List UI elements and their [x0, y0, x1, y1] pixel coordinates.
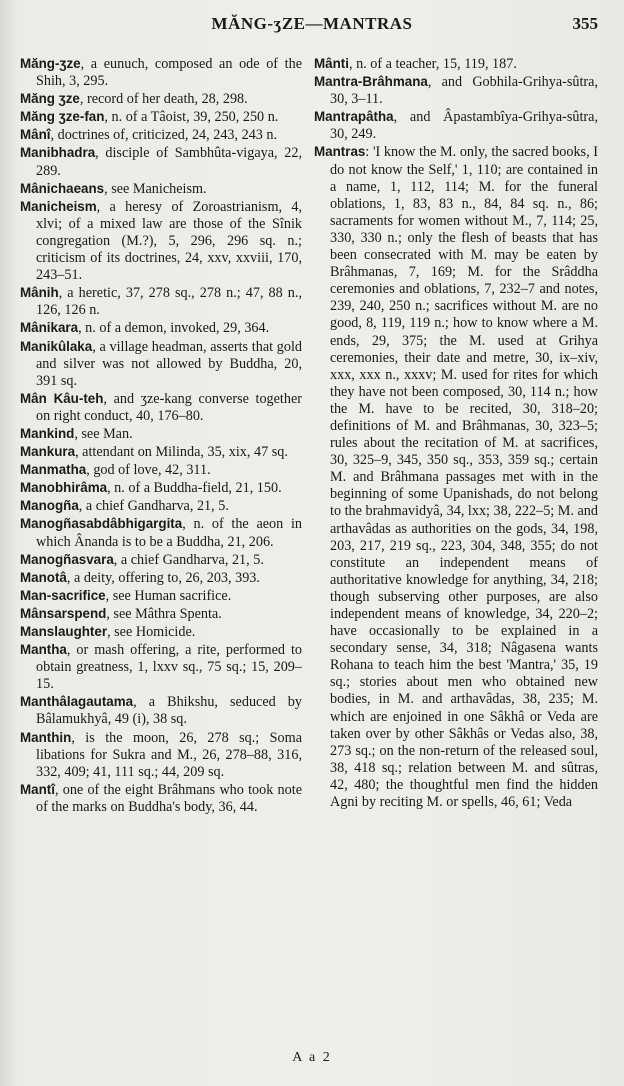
entry-headword: Mantha: [20, 642, 67, 658]
entry-text: , a chief Gandharva, 21, 5.: [78, 498, 229, 515]
entry-text: , or mash offering, a rite, performed to obtain greatness, 1, lxxv sq., 75 sq.; 15, 209–15.: [36, 642, 302, 693]
entry-text: , see Mâthra Spenta.: [106, 605, 222, 622]
index-entry: [20, 515, 302, 550]
running-head: MĂNG-ʒZE—MANTRAS: [211, 14, 413, 33]
entry-text: , n. of a demon, invoked, 29, 364.: [78, 320, 270, 337]
index-entry: [20, 569, 302, 587]
entry-headword: Mankind: [20, 425, 75, 441]
entry-text: , a eunuch, composed an ode of the Shih, 3, 295.: [36, 56, 302, 90]
entry-text: , a deity, offering to, 26, 203, 393.: [66, 569, 260, 586]
entry-headword: Manibhadra: [20, 145, 96, 161]
entry-headword: Mânih: [20, 285, 59, 301]
index-entry: [20, 180, 302, 198]
entry-text: , a chief Gandharva, 21, 5.: [113, 551, 264, 568]
index-entry: [20, 390, 302, 425]
index-entry: [20, 729, 302, 781]
page-header: [0, 14, 624, 42]
index-entry: [20, 319, 302, 337]
entry-text: , a heretic, 37, 278 sq., 278 n.; 47, 88 n., 126, 126 n.: [36, 285, 302, 319]
entry-text: , n. of a teacher, 15, 119, 187.: [348, 56, 517, 72]
index-entry: [314, 143, 598, 811]
index-column-left: [20, 55, 302, 816]
entry-headword: Mânsarspend: [20, 605, 107, 621]
entry-headword: Man-sacrifice: [20, 587, 106, 603]
entry-headword: Mantra-Brâhmana: [314, 74, 428, 90]
index-entry: [20, 479, 302, 497]
index-entry: [314, 108, 598, 143]
index-entry: [20, 284, 302, 319]
entry-text: , a Bhikshu, seduced by Bâlamukhyâ, 49 (i), 38 sq.: [36, 694, 302, 728]
index-entry: [20, 90, 302, 108]
index-entry: [314, 73, 598, 108]
entry-headword: Mânikara: [20, 320, 79, 336]
index-entry: [20, 497, 302, 515]
index-entry: [20, 693, 302, 728]
signature-mark: A a 2: [292, 1050, 332, 1065]
entry-text: , record of her death, 28, 298.: [79, 91, 248, 108]
index-entry: [20, 605, 302, 623]
entry-text: , a village headman, asserts that gold and silver was not allowed by Buddha, 20, 391 sq.: [36, 338, 302, 389]
entry-headword: Manthâlagautama: [20, 694, 134, 710]
entry-text: , and ʒze-kang converse together on right conduct, 40, 176–80.: [36, 390, 302, 424]
entry-headword: Manotâ: [20, 569, 67, 585]
entry-headword: Mantrapâtha: [314, 109, 394, 125]
index-entry: [20, 425, 302, 443]
entry-headword: Manicheism: [20, 198, 97, 214]
entry-headword: Măng ʒze: [20, 91, 80, 107]
index-entry: [20, 443, 302, 461]
index-entry: [20, 587, 302, 605]
index-entry: [20, 108, 302, 126]
entry-headword: Măng-ʒze: [20, 56, 81, 71]
entry-text: , see Homicide.: [107, 624, 196, 640]
index-entry: [20, 338, 302, 390]
index-entry: [20, 551, 302, 569]
index-column-right: [314, 55, 598, 811]
index-entry: [20, 144, 302, 179]
entry-headword: Mantras: [314, 144, 366, 160]
entry-text: , attendant on Milinda, 35, xix, 47 sq.: [75, 444, 288, 461]
entry-headword: Manogñasvara: [20, 551, 114, 567]
entry-text: , see Manicheism.: [104, 180, 207, 197]
entry-text: , doctrines of, criticized, 24, 243, 243 n.: [50, 127, 278, 144]
entry-headword: Manmatha: [20, 462, 87, 478]
entry-text: , and Gobhila-Grihya-sûtra, 30, 3–11.: [330, 74, 598, 108]
entry-headword: Manogña: [20, 498, 79, 514]
entry-text: , one of the eight Brâhmans who took note of the marks on Buddha's body, 36, 44.: [36, 781, 302, 815]
entry-headword: Mânî: [20, 127, 51, 143]
index-entry: [20, 461, 302, 479]
entry-headword: Mân Kâu-teh: [20, 390, 104, 406]
index-entry: [20, 781, 302, 816]
index-entry: [20, 623, 302, 641]
entry-text: , a heresy of Zoroastrianism, 4, xlvi; of a mixed law are those of the Sînik congregation (M.?), 5, 296, 296 sq. n.; criticism of its doctrines, 24, xxv, xxviii, 170, 243–51.: [36, 198, 302, 284]
index-entry: [314, 55, 598, 73]
entry-text: , see Man.: [74, 425, 133, 442]
entry-headword: Manthin: [20, 729, 72, 745]
entry-text: , n. of a Tâoist, 39, 250, 250 n.: [104, 109, 279, 126]
entry-headword: Mantî: [20, 781, 55, 797]
entry-headword: Manslaughter: [20, 624, 108, 639]
page-number: 355: [572, 14, 598, 33]
entry-text: , n. of the aeon in which Ânanda is to be a Buddha, 21, 206.: [36, 516, 302, 550]
entry-text: : 'I know the M. only, the sacred books, I do not know the Self,' 1, 110; are contained in a name, 1, 112, 114; M. for the funeral oblations, 1, 83, 83 n., 84, 84 sq. n., 86; sacraments for women without M., 7, 114; 25, 330, 330 n.; only the flesh of beasts that has been consecrated with M. may be eaten by Brâhmanas, 7, 169; M. for the Srâddha ceremonies and oblations, 7, 232–7 and notes, 239, 240, 250 n.; sacrifices without M. are no good, 8, 119, 119 n.; how to know where a M. ends, 29, 375; the M. used at Grihya ceremonies, their date and metre, 30, ix–xiv, xxx, xxx n., xxxv; M. used for rites for which they have not been composed, 30, 114 n.; how the M. have to be recited, 30, 318–20; definitions of M. and Brâhmanas, 30, 323–5; rules about the recitation of M. at sacrifices, 30, 325–9, 345, 350 sq., 353, 359 sq.; certain M. and Brâhmana passages met with in the beginning of some Upanishads, do not belong to the brahmavidyâ, 34, lxx; 38, 222–5; M. and arthavâdas as authorities on the gods, 34, 198, 203, 217, 219 sq., 223, 304, 348, 355; do not constitute an independent means of authoritative knowledge for anything, 34, 218; though subserving other purposes, are also independent means of knowledge, 34, 220–2; have occasionally to be explained in a secondary sense, 34, 318; Nâgasena wants Rohana to teach him the best 'Mantra,' 35, 19 sq.; stories about men who obtained new bodies, in M. and arthavâdas, 38, 235; M. which are enjoined in one Sâkhâ or Veda are taken over by other Sâkhâs or Vedas also, 38, 273 sq.; on the non-return of the released soul, 38, 418 sq.; relation between M. and sûtras, 42, 480; the thoughtful men find the hidden Agni by reciting M. or spells, 46, 61; Veda: [330, 144, 598, 811]
index-entry: [20, 126, 302, 144]
entry-headword: Mânti: [314, 56, 349, 71]
entry-headword: Mânichaeans: [20, 180, 105, 196]
entry-headword: Măng ʒze-fan: [20, 109, 105, 125]
entry-text: , and Âpastambîya-Grihya-sûtra, 30, 249.: [330, 109, 598, 143]
entry-text: , n. of a Buddha-field, 21, 150.: [107, 480, 282, 497]
entry-headword: Manobhirâma: [20, 480, 108, 496]
entry-text: , see Human sacrifice.: [105, 587, 232, 604]
entry-headword: Mankura: [20, 444, 76, 460]
entry-text: , disciple of Sambhûta-vigaya, 22, 289.: [36, 145, 302, 179]
entry-headword: Manikûlaka: [20, 338, 93, 354]
index-entry: [20, 641, 302, 693]
index-entry: [20, 55, 302, 90]
entry-text: , is the moon, 26, 278 sq.; Soma libations for Sukra and M., 26, 278–88, 316, 332, 409; 41, 111 sq.; 44, 209 sq.: [36, 729, 302, 780]
entry-headword: Manogñasabdâbhigargita: [20, 516, 183, 532]
entry-text: , god of love, 42, 311.: [86, 462, 211, 479]
index-entry: [20, 198, 302, 284]
